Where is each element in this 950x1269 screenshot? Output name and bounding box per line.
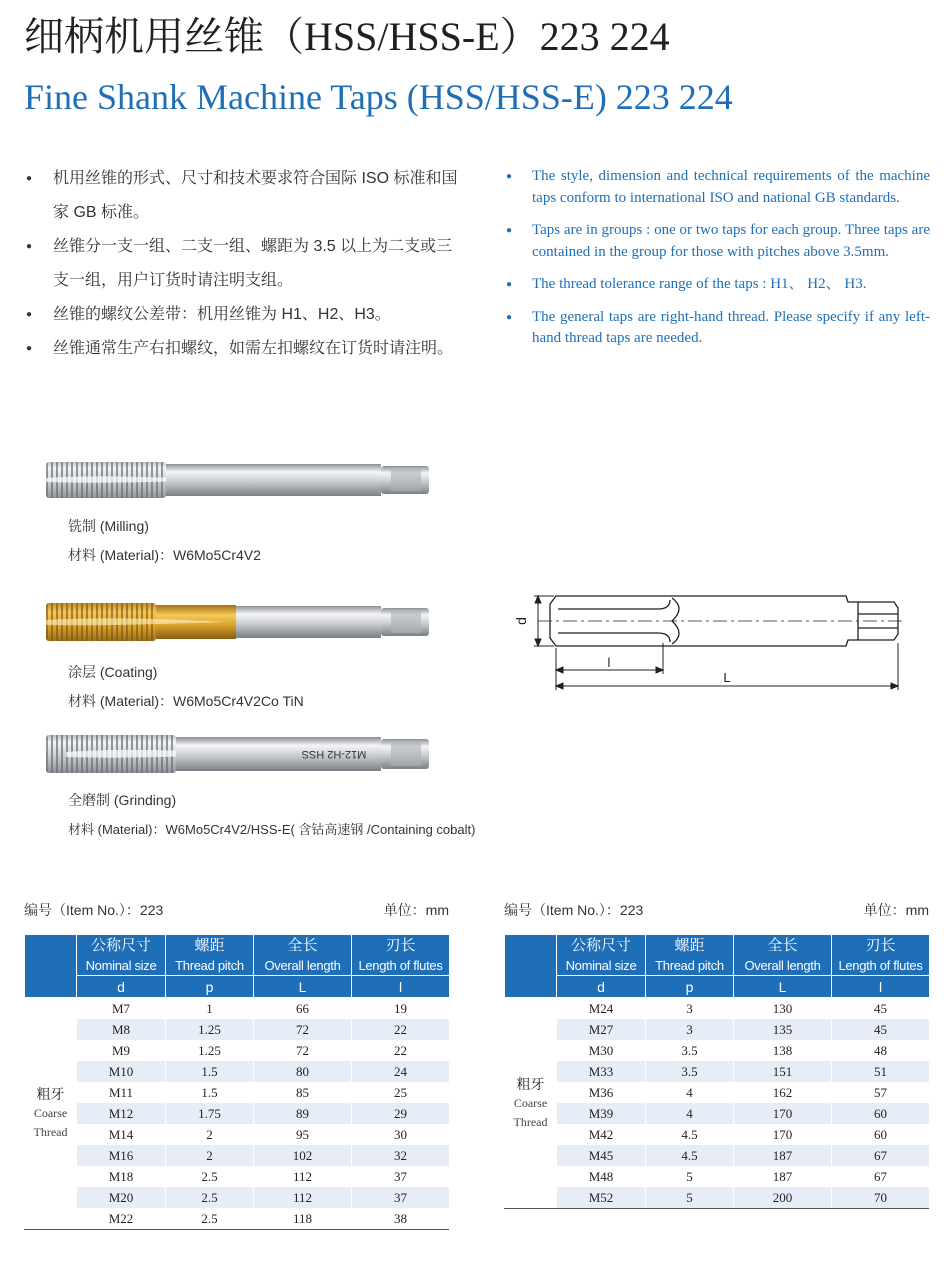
table-cell: 1: [166, 998, 254, 1020]
table-cell: 138: [734, 1040, 832, 1061]
table-row: [25, 1145, 450, 1166]
table-cell: 2.5: [166, 1187, 254, 1208]
table-cell: 3: [646, 998, 734, 1020]
table-row: [25, 1040, 450, 1061]
table-cell: 151: [734, 1061, 832, 1082]
table-row: [25, 1019, 450, 1040]
table-cell: M39: [557, 1103, 646, 1124]
table-cell: 1.5: [166, 1061, 254, 1082]
table-row: [505, 1019, 930, 1040]
group-header-cell: [25, 935, 77, 998]
table-row: [25, 1166, 450, 1187]
item-number-label: 编号（Item No.）：223: [24, 902, 164, 918]
table-row: [25, 1208, 450, 1229]
table-cell: M42: [557, 1124, 646, 1145]
table-cell: M48: [557, 1166, 646, 1187]
table-cell: 112: [254, 1187, 352, 1208]
table-cell: 95: [254, 1124, 352, 1145]
table-row: [505, 1082, 930, 1103]
column-header: 螺距 Thread pitch: [166, 935, 254, 976]
table-cell: 1.25: [166, 1040, 254, 1061]
table-cell: 3.5: [646, 1040, 734, 1061]
table-cell: 4: [646, 1103, 734, 1124]
table-row: [505, 1187, 930, 1208]
intro-item-zh: ● 丝锥的螺纹公差带：机用丝锥为 H1、H2、H3。: [24, 298, 464, 332]
table-cell: M52: [557, 1187, 646, 1208]
thread-group-cell: 粗牙 Coarse Thread: [505, 998, 557, 1209]
table-cell: M16: [77, 1145, 166, 1166]
table-cell: M36: [557, 1082, 646, 1103]
milling-tap-image: [46, 456, 432, 504]
table-cell: 4.5: [646, 1124, 734, 1145]
table-body: [505, 998, 930, 1209]
table-cell: 1.75: [166, 1103, 254, 1124]
unit-label: 单位：mm: [383, 902, 449, 918]
column-symbol: p: [166, 976, 254, 998]
column-header: 公称尺寸 Nominal size: [557, 935, 646, 976]
milling-material-label: 材料 (Material)：W6Mo5Cr4V2: [68, 547, 261, 563]
table-caption: [24, 900, 449, 920]
column-symbol: l: [832, 976, 930, 998]
milling-process-label: 铣制 (Milling): [68, 518, 149, 534]
table-cell: 3.5: [646, 1061, 734, 1082]
table-cell: 29: [352, 1103, 450, 1124]
table-cell: 4.5: [646, 1145, 734, 1166]
table-cell: 19: [352, 998, 450, 1020]
intro-list-en: [506, 166, 930, 361]
table-cell: 200: [734, 1187, 832, 1208]
diagram-label-d: d: [513, 617, 529, 625]
column-header: 全长 Overall length: [254, 935, 352, 976]
table-cell: 130: [734, 998, 832, 1020]
table-cell: M11: [77, 1082, 166, 1103]
column-symbol: l: [352, 976, 450, 998]
table-cell: 22: [352, 1019, 450, 1040]
spec-table: [504, 934, 930, 1208]
table-cell: 57: [832, 1082, 930, 1103]
diagram-label-L: L: [723, 670, 731, 685]
page-title-en: Fine Shank Machine Taps (HSS/HSS-E) 223 224: [24, 77, 733, 117]
table-cell: 67: [832, 1166, 930, 1187]
table-row: [505, 1040, 930, 1061]
grinding-material-label: 材料 (Material)：W6Mo5Cr4V2/HSS-E( 含钴高速钢 /Containing cobalt): [68, 822, 476, 837]
column-symbol: p: [646, 976, 734, 998]
column-symbol: L: [734, 976, 832, 998]
grinding-process-label: 全磨制 (Grinding): [68, 792, 177, 808]
table-cell: 5: [646, 1187, 734, 1208]
table-cell: M12: [77, 1103, 166, 1124]
table-cell: 60: [832, 1103, 930, 1124]
table-cell: M30: [557, 1040, 646, 1061]
table-row: [25, 1103, 450, 1124]
spec-table-block-left: [24, 900, 450, 1230]
table-cell: 1.5: [166, 1082, 254, 1103]
table-cell: 32: [352, 1145, 450, 1166]
ground-tap-image: [46, 730, 432, 778]
spec-table-block-right: [504, 900, 930, 1209]
table-row: [505, 998, 930, 1020]
column-header: 螺距 Thread pitch: [646, 935, 734, 976]
table-row: [505, 1145, 930, 1166]
table-cell: 30: [352, 1124, 450, 1145]
table-cell: 187: [734, 1166, 832, 1187]
intro-item-en: ● The general taps are right-hand thread. Please specify if any left-hand thread taps are needed.: [506, 307, 930, 350]
table-row: [505, 1124, 930, 1145]
intro-item-en: ● The style, dimension and technical requirements of the machine taps conform to international ISO and national GB standards.: [506, 166, 930, 209]
column-header: 刃长 Length of flutes: [352, 935, 450, 976]
table-cell: M33: [557, 1061, 646, 1082]
column-symbol: d: [557, 976, 646, 998]
table-cell: 4: [646, 1082, 734, 1103]
table-row: [25, 1082, 450, 1103]
page-title-zh: 细柄机用丝锥（HSS/HSS-E）223 224: [24, 14, 670, 59]
table-cell: 102: [254, 1145, 352, 1166]
table-cell: 2.5: [166, 1208, 254, 1229]
spec-table: [24, 934, 450, 1229]
table-cell: 25: [352, 1082, 450, 1103]
intro-item-en: ● The thread tolerance range of the taps : H1、 H2、 H3.: [506, 274, 930, 296]
table-cell: 135: [734, 1019, 832, 1040]
table-cell: 5: [646, 1166, 734, 1187]
table-caption: [504, 900, 929, 920]
thread-group-cell: 粗牙 Coarse Thread: [25, 998, 77, 1230]
table-cell: 1.25: [166, 1019, 254, 1040]
group-header-cell: [505, 935, 557, 998]
table-cell: 85: [254, 1082, 352, 1103]
table-bottom-rule: [504, 1208, 929, 1209]
intro-item-zh: ● 丝锥通常生产右扣螺纹，如需左扣螺纹在订货时请注明。: [24, 332, 464, 366]
unit-label: 单位：mm: [863, 902, 929, 918]
table-cell: 2.5: [166, 1166, 254, 1187]
table-cell: M9: [77, 1040, 166, 1061]
table-cell: 3: [646, 1019, 734, 1040]
column-header: 刃长 Length of flutes: [832, 935, 930, 976]
table-cell: M10: [77, 1061, 166, 1082]
table-cell: 45: [832, 998, 930, 1020]
table-cell: 72: [254, 1040, 352, 1061]
table-cell: 170: [734, 1103, 832, 1124]
intro-item-zh: ● 机用丝锥的形式、尺寸和技术要求符合国际 ISO 标准和国家 GB 标准。: [24, 162, 464, 230]
table-cell: M14: [77, 1124, 166, 1145]
table-cell: M7: [77, 998, 166, 1020]
table-cell: 37: [352, 1187, 450, 1208]
table-cell: 89: [254, 1103, 352, 1124]
table-cell: 38: [352, 1208, 450, 1229]
table-cell: 60: [832, 1124, 930, 1145]
coated-tap-image: [46, 598, 432, 646]
table-cell: M27: [557, 1019, 646, 1040]
table-cell: 187: [734, 1145, 832, 1166]
table-cell: 2: [166, 1145, 254, 1166]
table-cell: M8: [77, 1019, 166, 1040]
column-header: 全长 Overall length: [734, 935, 832, 976]
table-row: [25, 1187, 450, 1208]
item-number-label: 编号（Item No.）：223: [504, 902, 644, 918]
table-cell: 22: [352, 1040, 450, 1061]
table-body: [25, 998, 450, 1230]
table-row: [505, 1103, 930, 1124]
table-cell: 170: [734, 1124, 832, 1145]
table-cell: M45: [557, 1145, 646, 1166]
table-row: [25, 1124, 450, 1145]
tap-marking: M12-H2 HSS: [301, 748, 367, 760]
table-cell: 2: [166, 1124, 254, 1145]
coating-process-label: 涂层 (Coating): [68, 664, 158, 680]
intro-item-zh: ● 丝锥分一支一组、二支一组、螺距为 3.5 以上为二支或三支一组，用户订货时请注明支组。: [24, 230, 464, 298]
diagram-label-l: l: [607, 655, 611, 670]
table-cell: 45: [832, 1019, 930, 1040]
column-header: 公称尺寸 Nominal size: [77, 935, 166, 976]
table-cell: 67: [832, 1145, 930, 1166]
table-cell: 37: [352, 1166, 450, 1187]
table-cell: 48: [832, 1040, 930, 1061]
table-cell: M22: [77, 1208, 166, 1229]
table-cell: 72: [254, 1019, 352, 1040]
column-symbol: d: [77, 976, 166, 998]
table-row: [505, 1061, 930, 1082]
intro-list-zh: [24, 162, 464, 366]
intro-item-en: ● Taps are in groups : one or two taps for each group. Three taps are contained in the group for those with pitches above 3.5mm.: [506, 220, 930, 263]
table-cell: M18: [77, 1166, 166, 1187]
column-symbol: L: [254, 976, 352, 998]
table-cell: 66: [254, 998, 352, 1020]
table-bottom-rule: [24, 1229, 449, 1230]
table-cell: 118: [254, 1208, 352, 1229]
table-row: [505, 1166, 930, 1187]
table-cell: 51: [832, 1061, 930, 1082]
tap-dimension-diagram: [508, 588, 908, 693]
coating-material-label: 材料 (Material)：W6Mo5Cr4V2Co TiN: [68, 693, 304, 709]
table-row: [25, 998, 450, 1020]
table-cell: M20: [77, 1187, 166, 1208]
table-cell: 24: [352, 1061, 450, 1082]
table-cell: 162: [734, 1082, 832, 1103]
table-cell: 112: [254, 1166, 352, 1187]
table-cell: 70: [832, 1187, 930, 1208]
table-row: [25, 1061, 450, 1082]
table-cell: M24: [557, 998, 646, 1020]
table-cell: 80: [254, 1061, 352, 1082]
